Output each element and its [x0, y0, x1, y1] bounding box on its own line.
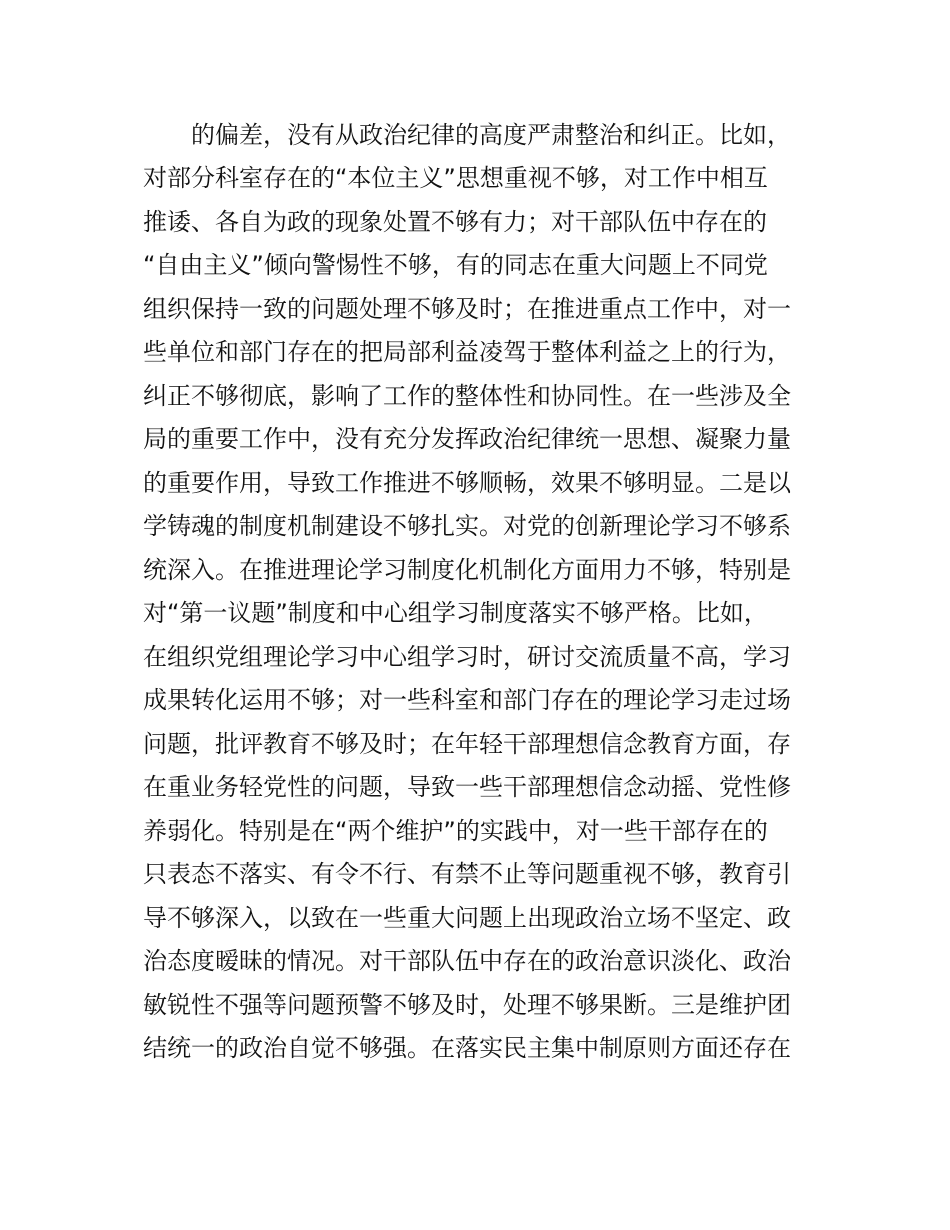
paragraph-line: 在重业务轻党性的问题，导致一些干部理想信念动摇、党性修	[143, 773, 791, 801]
paragraph-line: 纠正不够彻底，影响了工作的整体性和协同性。在一些涉及全	[143, 382, 791, 410]
paragraph-line: 统深入。在推进理论学习制度化机制化方面用力不够，特别是	[143, 556, 791, 584]
paragraph-line: 在组织党组理论学习中心组学习时，研讨交流质量不高，学习	[143, 643, 791, 671]
paragraph-line: 治态度暧昧的情况。对干部队伍中存在的政治意识淡化、政治	[143, 947, 791, 975]
paragraph-line: 推诿、各自为政的现象处置不够有力；对干部队伍中存在的	[143, 208, 767, 236]
paragraph-line: 的偏差，没有从政治纪律的高度严肃整治和纠正。比如，	[191, 121, 791, 149]
paragraph-line: 只表态不落实、有令不行、有禁不止等问题重视不够，教育引	[143, 860, 791, 888]
paragraph-line: 导不够深入，以致在一些重大问题上出现政治立场不坚定、政	[143, 904, 791, 932]
paragraph-line: 成果转化运用不够；对一些科室和部门存在的理论学习走过场	[143, 686, 791, 714]
paragraph-line: 学铸魂的制度机制建设不够扎实。对党的创新理论学习不够系	[143, 512, 791, 540]
paragraph-line: 问题，批评教育不够及时；在年轻干部理想信念教育方面，存	[143, 730, 791, 758]
paragraph-line: 些单位和部门存在的把局部利益凌驾于整体利益之上的行为，	[143, 338, 791, 366]
paragraph-line: “自由主义”倾向警惕性不够，有的同志在重大问题上不同党	[143, 251, 768, 279]
paragraph-line: 敏锐性不强等问题预警不够及时，处理不够果断。三是维护团	[143, 991, 791, 1019]
paragraph-line: 结统一的政治自觉不够强。在落实民主集中制原则方面还存在	[143, 1034, 791, 1062]
paragraph-line: 局的重要工作中，没有充分发挥政治纪律统一思想、凝聚力量	[143, 425, 791, 453]
paragraph-line: 对“第一议题”制度和中心组学习制度落实不够严格。比如，	[143, 599, 768, 627]
paragraph-line: 组织保持一致的问题处理不够及时；在推进重点工作中，对一	[143, 295, 791, 323]
paragraph-line: 对部分科室存在的“本位主义”思想重视不够，对工作中相互	[143, 164, 768, 192]
paragraph-line: 养弱化。特别是在“两个维护”的实践中，对一些干部存在的	[143, 817, 768, 845]
paragraph-line: 的重要作用，导致工作推进不够顺畅，效果不够明显。二是以	[143, 469, 791, 497]
